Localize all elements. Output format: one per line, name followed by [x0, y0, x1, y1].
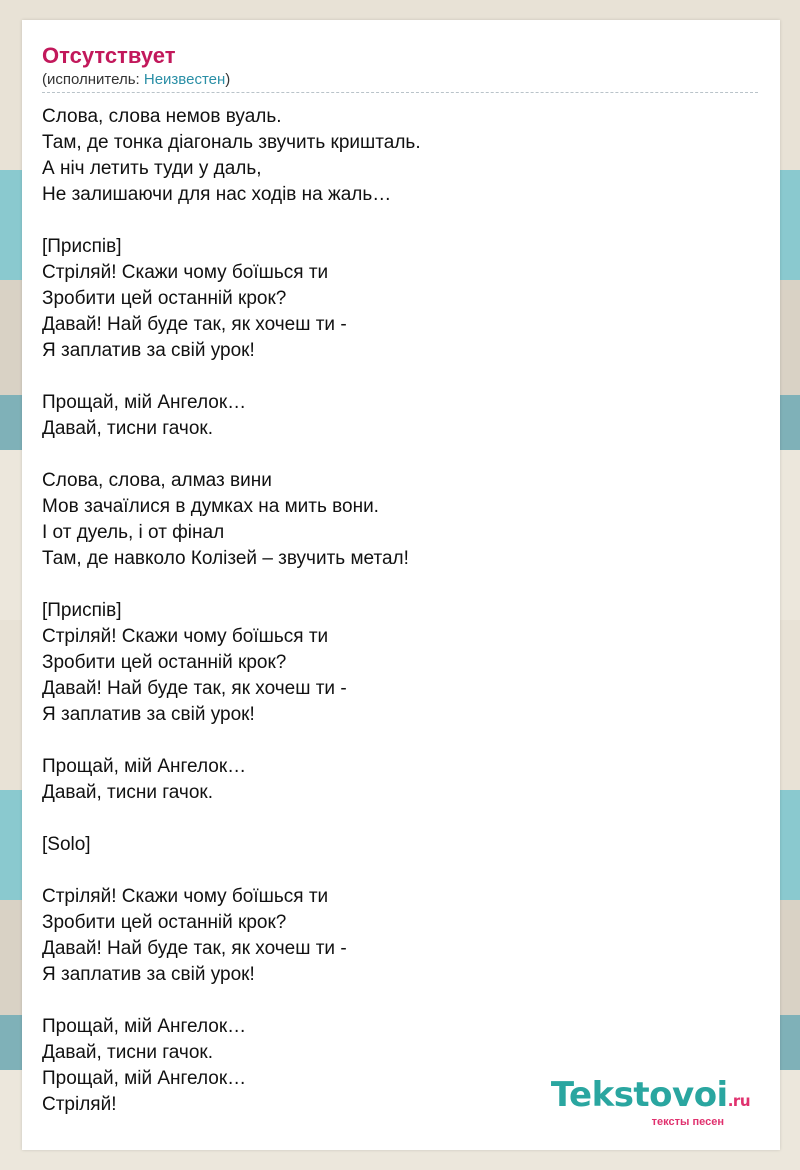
- lyric-line: Стріляй! Скажи чому боїшься ти: [42, 886, 329, 907]
- lyric-line: [42, 442, 758, 468]
- logo-tagline: тексты песен: [651, 1116, 724, 1128]
- lyric-line: Зробити цей останній крок?: [42, 288, 287, 309]
- lyric-line: Прощай, мій Ангелок…: [42, 392, 247, 413]
- lyrics-sheet: [22, 20, 780, 1150]
- lyric-line: Там, де тонка діагональ звучить кришталь.: [42, 132, 421, 153]
- lyric-line: [Приспів]: [42, 600, 122, 621]
- lyric-line: Я заплатив за свій урок!: [42, 964, 255, 985]
- lyric-line: Давай! Най буде так, як хочеш ти -: [42, 678, 347, 699]
- lyric-line: Я заплатив за свій урок!: [42, 704, 255, 725]
- lyric-line: Я заплатив за свій урок!: [42, 340, 255, 361]
- lyric-line: Прощай, мій Ангелок…: [42, 1016, 247, 1037]
- logo-wordmark: [550, 1075, 750, 1118]
- performer-suffix: ): [225, 71, 231, 88]
- lyric-line: Слова, слова немов вуаль.: [42, 106, 282, 127]
- lyric-line: [42, 806, 758, 832]
- lyric-line: Стріляй!: [42, 1094, 117, 1115]
- lyric-line: Зробити цей останній крок?: [42, 652, 287, 673]
- lyric-line: Зробити цей останній крок?: [42, 912, 287, 933]
- lyric-line: Давай, тисни гачок.: [42, 418, 213, 439]
- song-header: [42, 42, 758, 93]
- lyric-line: Прощай, мій Ангелок…: [42, 1068, 247, 1089]
- lyric-line: Не залишаючи для нас ходів на жаль…: [42, 184, 392, 205]
- lyric-line: Давай! Най буде так, як хочеш ти -: [42, 314, 347, 335]
- lyric-line: [42, 728, 758, 754]
- lyric-line: Давай, тисни гачок.: [42, 1042, 213, 1063]
- lyric-line: Слова, слова, алмаз вини: [42, 470, 272, 491]
- performer-link[interactable]: Неизвестен: [143, 71, 226, 88]
- lyric-line: А ніч летить туди у даль,: [42, 158, 262, 179]
- lyric-line: Стріляй! Скажи чому боїшься ти: [42, 262, 329, 283]
- lyric-line: [Solo]: [42, 834, 91, 855]
- lyric-line: Мов зачаїлися в думках на мить вони.: [42, 496, 379, 517]
- performer-prefix: (исполнитель:: [42, 71, 144, 88]
- lyric-line: Стріляй! Скажи чому боїшься ти: [42, 626, 329, 647]
- lyric-line: [42, 858, 758, 884]
- song-title: Отсутствует: [42, 43, 176, 68]
- lyric-line: Там, де навколо Колізей – звучить метал!: [42, 548, 409, 569]
- performer-line: [42, 70, 758, 90]
- lyric-line: Прощай, мій Ангелок…: [42, 756, 247, 777]
- lyric-line: [42, 988, 758, 1014]
- lyric-line: [42, 572, 758, 598]
- logo-name: Tekstovoi: [550, 1075, 728, 1115]
- logo-tld: .ru: [727, 1092, 750, 1110]
- lyric-line: [42, 208, 758, 234]
- lyric-line: І от дуель, і от фінал: [42, 522, 225, 543]
- lyric-line: Давай! Най буде так, як хочеш ти -: [42, 938, 347, 959]
- lyric-line: [Приспів]: [42, 236, 122, 257]
- lyric-line: Давай, тисни гачок.: [42, 782, 213, 803]
- lyrics-text: [42, 104, 758, 1118]
- site-logo[interactable]: [550, 1075, 750, 1128]
- lyric-line: [42, 364, 758, 390]
